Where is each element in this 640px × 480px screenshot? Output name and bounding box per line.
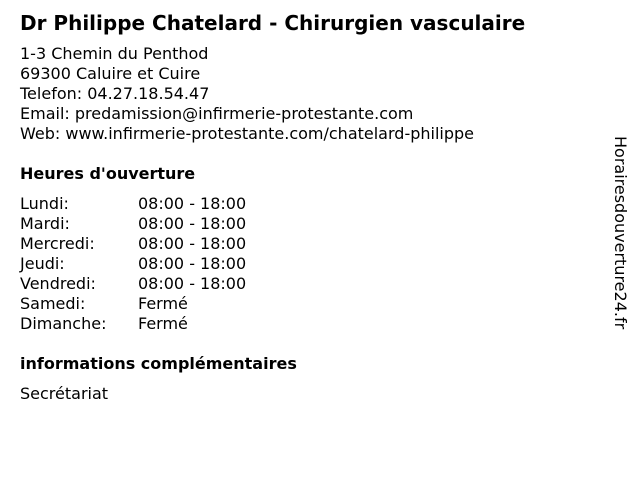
day-label: Dimanche: <box>20 314 107 333</box>
hours-row-wednesday <box>20 234 246 254</box>
hours-row-tuesday <box>20 214 246 234</box>
day-label: Jeudi: <box>20 254 65 273</box>
hours-row-saturday <box>20 294 246 314</box>
additional-info-heading: informations complémentaires <box>20 354 297 373</box>
brand-watermark <box>612 136 636 376</box>
hours-row-monday <box>20 194 246 214</box>
day-label: Vendredi: <box>20 274 96 293</box>
day-hours: Fermé <box>138 294 188 313</box>
day-label: Mardi: <box>20 214 70 233</box>
day-hours: 08:00 - 18:00 <box>138 234 247 253</box>
opening-hours-heading: Heures d'ouverture <box>20 164 196 183</box>
hours-row-thursday <box>20 254 246 274</box>
day-label: Mercredi: <box>20 234 95 253</box>
hours-row-sunday <box>20 314 246 334</box>
hours-row-friday <box>20 274 246 294</box>
day-hours: 08:00 - 18:00 <box>138 274 247 293</box>
additional-info-text: Secrétariat <box>20 384 109 403</box>
day-hours: 08:00 - 18:00 <box>138 254 247 273</box>
day-hours: 08:00 - 18:00 <box>138 214 247 233</box>
address-city: 69300 Caluire et Cuire <box>20 64 201 83</box>
opening-hours-list <box>20 194 246 334</box>
web-line: Web: www.infirmerie-protestante.com/chatelard-philippe <box>20 124 474 143</box>
phone-line: Telefon: 04.27.18.54.47 <box>20 84 210 103</box>
contact-block <box>20 44 474 144</box>
brand-site-label: Horairesdouverture24.fr <box>611 136 630 330</box>
page-title: Dr Philippe Chatelard - Chirurgien vasculaire <box>20 11 526 35</box>
day-hours: Fermé <box>138 314 188 333</box>
day-hours: 08:00 - 18:00 <box>138 194 247 213</box>
email-line: Email: predamission@infirmerie-protestante.com <box>20 104 414 123</box>
address-street: 1-3 Chemin du Penthod <box>20 44 209 63</box>
day-label: Lundi: <box>20 194 69 213</box>
day-label: Samedi: <box>20 294 86 313</box>
